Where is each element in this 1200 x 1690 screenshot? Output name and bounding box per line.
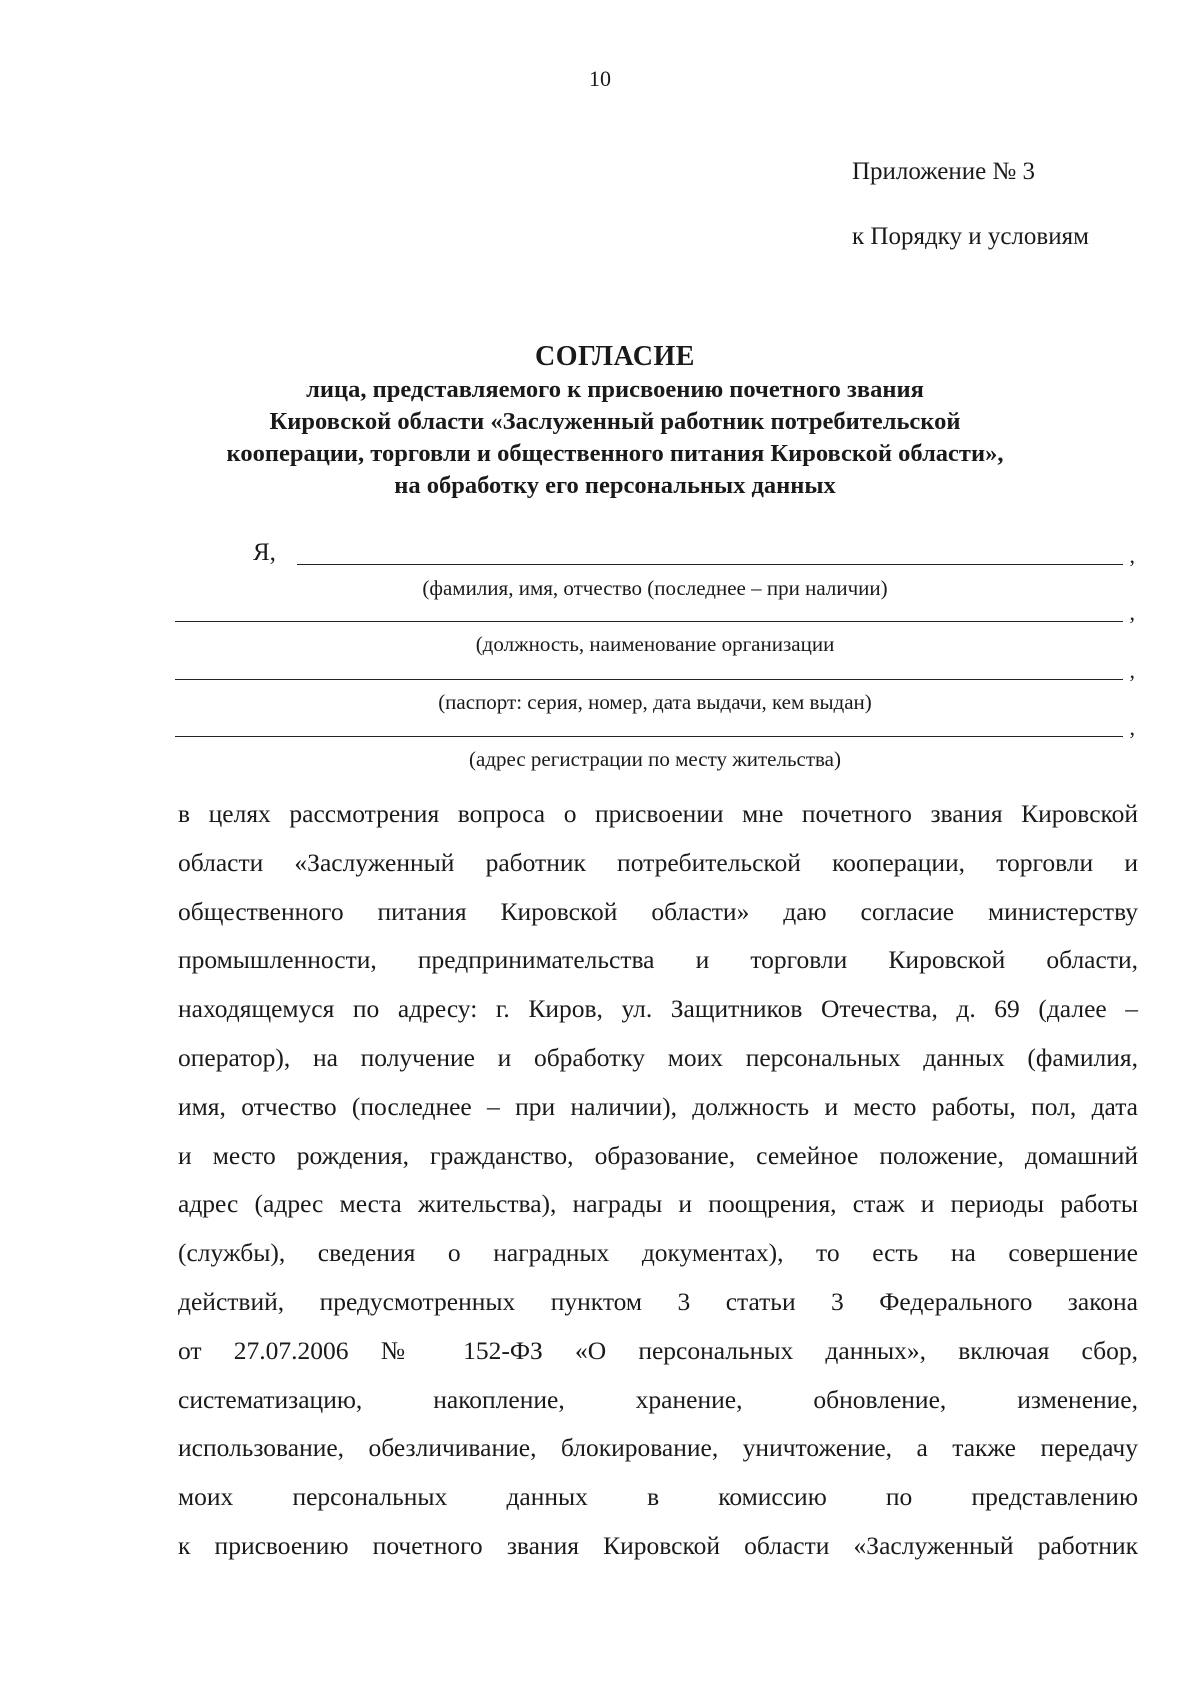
body-line: [178, 1034, 1138, 1083]
body-line-text: области «Заслуженный работник потребительской кооперации, торговли и: [178, 847, 1138, 877]
body-line-text: находящемуся по адресу: г. Киров, ул. Защитников Отечества, д. 69 (далее –: [178, 994, 1138, 1024]
body-line-text: систематизацию, накопление, хранение, обновление, изменение,: [178, 1384, 1138, 1414]
heading-title: СОГЛАСИЕ: [535, 341, 695, 372]
body-line-text: промышленности, предпринимательства и торговли Кировской области,: [178, 945, 1138, 975]
position-caption: (должность, наименование организации: [475, 632, 835, 656]
position-field[interactable]: [175, 621, 1123, 622]
body-line-text: оператор), на получение и обработку моих персональных данных (фамилия,: [178, 1042, 1138, 1072]
body-line: [178, 888, 1138, 937]
body-line-text: в целях рассмотрения вопроса о присвоении мне почетного звания Кировской: [178, 799, 1138, 828]
field-comma: ,: [1129, 658, 1135, 683]
full-name-row: [175, 535, 1135, 569]
heading-line: на обработку его персональных данных: [394, 472, 836, 499]
body-line: [178, 839, 1138, 888]
passport-caption: (паспорт: серия, номер, дата выдачи, кем выдан): [438, 690, 872, 714]
body-line-text: (службы), сведения о наградных документах), то есть на совершение: [178, 1238, 1138, 1268]
field-comma: ,: [1129, 715, 1135, 740]
body-line: [178, 1327, 1138, 1376]
field-comma: ,: [1129, 600, 1135, 625]
address-caption: (адрес регистрации по месту жительства): [469, 747, 841, 771]
body-line-text: общественного питания Кировской области» даю согласие министерству: [178, 896, 1138, 926]
full-name-caption: (фамилия, имя, отчество (последнее – при наличии): [422, 576, 888, 600]
heading-line: кооперации, торговли и общественного питания Кировской области»,: [226, 440, 1004, 467]
body-line: [178, 1229, 1138, 1278]
body-line-text: от 27.07.2006 № 152-ФЗ «О персональных данных», включая сбор,: [178, 1335, 1138, 1365]
body-line: [178, 1522, 1138, 1571]
body-line-text: к присвоению почетного звания Кировской области «Заслуженный работник: [178, 1530, 1138, 1560]
address-row: [175, 707, 1135, 741]
position-row: [175, 592, 1135, 626]
body-line: [178, 936, 1138, 985]
full-name-field[interactable]: [297, 564, 1123, 565]
appendix-title: Приложение № 3: [852, 158, 1036, 185]
first-person-pronoun: Я,: [253, 539, 276, 566]
body-line-text: действий, предусмотренных пунктом 3 статьи 3 Федерального закона: [178, 1286, 1138, 1316]
body-line: [178, 1132, 1138, 1181]
address-field[interactable]: [175, 736, 1123, 737]
body-line-text: адрес (адрес места жительства), награды и поощрения, стаж и периоды работы: [178, 1189, 1138, 1219]
passport-row: [175, 650, 1135, 684]
body-line-text: имя, отчество (последнее – при наличии), должность и место работы, пол, дата: [178, 1091, 1138, 1121]
body-line-text: и место рождения, гражданство, образование, семейное положение, домашний: [178, 1140, 1138, 1170]
appendix-reference: к Порядку и условиям: [852, 223, 1089, 250]
heading-line: лица, представляемого к присвоению почетного звания: [306, 376, 924, 403]
passport-field[interactable]: [175, 679, 1123, 680]
body-line: [178, 1376, 1138, 1425]
body-line: [178, 1473, 1138, 1522]
consent-body: [178, 790, 1138, 1571]
page-number: 10: [589, 66, 611, 91]
heading-line: Кировской области «Заслуженный работник потребительской: [269, 408, 961, 435]
body-line: [178, 1278, 1138, 1327]
document-heading: [150, 340, 1080, 502]
body-line: [178, 790, 1138, 839]
body-line: [178, 1083, 1138, 1132]
body-line-text: моих персональных данных в комиссию по представлению: [178, 1482, 1138, 1512]
body-line: [178, 1424, 1138, 1473]
body-line: [178, 985, 1138, 1034]
field-comma: ,: [1129, 543, 1135, 568]
body-line-text: использование, обезличивание, блокирование, уничтожение, а также передачу: [178, 1433, 1138, 1463]
body-line: [178, 1180, 1138, 1229]
